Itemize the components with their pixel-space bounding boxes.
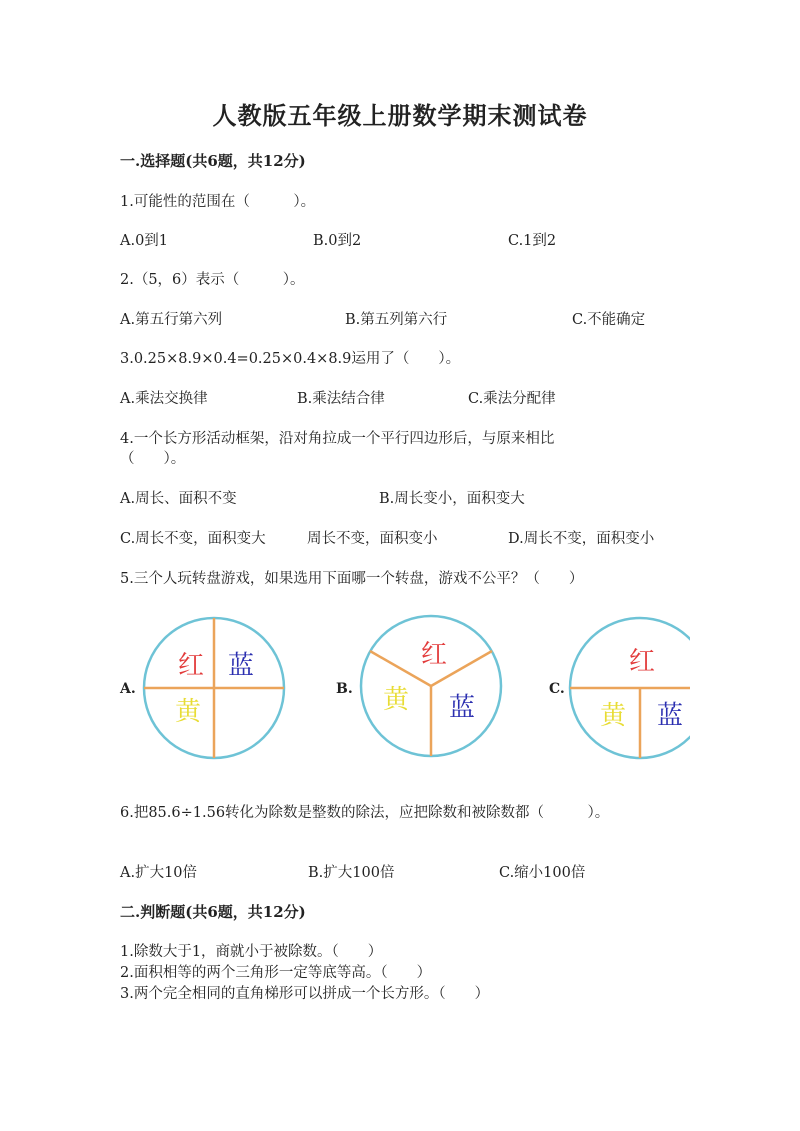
spinner-a-red-label: 红 [177,651,205,681]
question-2-option-b: B.第五列第六行 [345,312,448,328]
spinner-b-blue-label: 蓝 [448,693,476,723]
section1-heading: 一.选择题(共6题，共12分) [120,152,306,170]
question-5-stem: 5.三个人玩转盘游戏，如果选用下面哪一个转盘，游戏不公平？（ ） [120,571,584,587]
judgment-question-3: 3.两个完全相同的直角梯形可以拼成一个长方形。（ ） [120,986,490,1002]
spinner-b-label: B. [336,681,353,697]
spinner-c-yellow-label: 黄 [599,701,627,731]
question-4-option-d: D.周长不变，面积变小 [508,531,655,547]
question-6-option-c: C.缩小100倍 [499,865,586,881]
question-4-option-a: A.周长、面积不变 [120,491,237,507]
question-2-stem: 2.（5，6）表示（ ）。 [120,272,305,288]
spinner-a-yellow-label: 黄 [174,697,202,727]
question-2-option-c: C.不能确定 [572,312,646,328]
question-3-option-a: A.乘法交换律 [120,391,208,407]
spinner-figures [130,600,690,780]
question-4-option-c2: 周长不变，面积变小 [307,531,438,547]
question-3-stem: 3.0.25×8.9×0.4=0.25×0.4×8.9运用了（ ）。 [120,351,461,367]
spinner-a-blue-label: 蓝 [227,651,255,681]
question-6-stem: 6.把85.6÷1.56转化为除数是整数的除法，应把除数和被除数都（ ）。 [120,805,610,821]
spinner-c [570,618,690,758]
spinner-a [144,618,284,758]
section2-heading: 二.判断题(共6题，共12分) [120,903,306,921]
question-1-stem: 1.可能性的范围在（ ）。 [120,194,316,210]
question-6-option-a: A.扩大10倍 [120,865,198,881]
page-title: 人教版五年级上册数学期末测试卷 [212,101,588,130]
spinner-b [361,616,501,756]
question-6-option-b: B.扩大100倍 [308,865,395,881]
spinner-c-blue-label: 蓝 [656,701,684,731]
spinner-c-label: C. [549,681,565,697]
spinner-b-yellow-label: 黄 [382,685,410,715]
question-1-option-a: A.0到1 [120,233,169,249]
spinner-b-red-label: 红 [420,640,448,670]
question-2-option-a: A.第五行第六列 [120,312,223,328]
spinner-a-label: A. [120,681,136,697]
question-4-option-c: C.周长不变，面积变大 [120,531,266,547]
spinner-c-red-label: 红 [628,647,656,677]
question-1-option-c: C.1到2 [508,233,557,249]
question-3-option-c: C.乘法分配律 [468,391,556,407]
judgment-question-2: 2.面积相等的两个三角形一定等底等高。（ ） [120,965,432,981]
judgment-question-1: 1.除数大于1，商就小于被除数。（ ） [120,944,383,960]
question-3-option-b: B.乘法结合律 [297,391,385,407]
question-4-option-b: B.周长变小，面积变大 [379,491,525,507]
question-1-option-b: B.0到2 [313,233,362,249]
question-4-stem-line1: 4.一个长方形活动框架，沿对角拉成一个平行四边形后，与原来相比 [120,431,555,447]
question-4-stem-line2: （ ）。 [120,451,186,467]
